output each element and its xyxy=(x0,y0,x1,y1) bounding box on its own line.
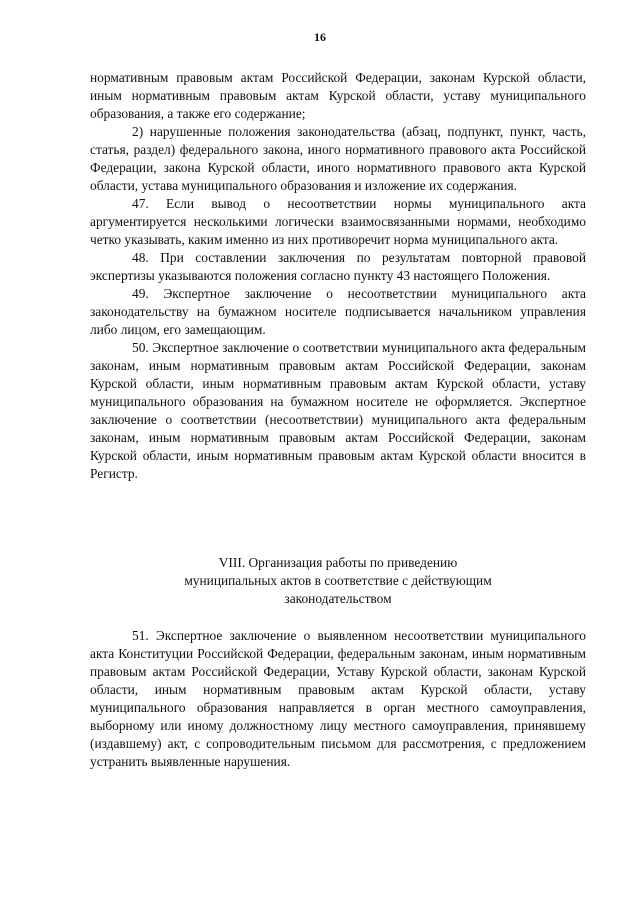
paragraph-50: 50. Экспертное заключение о соответствии муниципального акта федеральным законам, иным нормативным правовым актам Российской Федерации, законам Курской области, иным нормативным правовым актам Курской области, уставу муниципального образования на бумажном носителе не оформляется. Экспертное заключение о соответствии (несоответствии) муниципального акта федеральным законам, иным нормативным правовым актам Российской Федерации, законам Курской области, иным нормативным правовым актам Курской области вносится в Регистр. xyxy=(90,340,586,481)
section-heading xyxy=(90,554,586,608)
section-heading-line-1: VIII. Организация работы по приведению xyxy=(218,555,458,570)
section-body xyxy=(90,627,586,771)
paragraph-48: 48. При составлении заключения по результатам повторной правовой экспертизы указываются положения согласно пункту 43 настоящего Положения. xyxy=(90,250,586,283)
body-text xyxy=(90,69,586,483)
section-heading-line-3: законодательством xyxy=(284,591,392,606)
paragraph-47: 47. Если вывод о несоответствии нормы муниципального акта аргументируется несколькими логически взаимосвязанными нормами, необходимо четко указывать, каким именно из них противоречит норма муниципального акта. xyxy=(90,196,586,247)
paragraph-item-2: 2) нарушенные положения законодательства (абзац, подпункт, пункт, часть, статья, раздел) федерального закона, иного нормативного правового акта Российской Федерации, закона Курской области, иного нормативного правового акта Курской области, устава муниципального образования и изложение их содержания. xyxy=(90,124,586,193)
paragraph-49: 49. Экспертное заключение о несоответствии муниципального акта законодательству на бумажном носителе подписывается начальником управления либо лицом, его замещающим. xyxy=(90,286,586,337)
page-number: 16 xyxy=(314,30,326,44)
section-heading-line-2: муниципальных актов в соответствие с действующим xyxy=(184,573,492,588)
paragraph-continuation: нормативным правовым актам Российской Федерации, законам Курской области, иным нормативным правовым актам Курской области, уставу муниципального образования, а также его содержание; xyxy=(90,70,586,121)
paragraph-51: 51. Экспертное заключение о выявленном несоответствии муниципального акта Конституции Российской Федерации, федеральным законам, иным нормативным правовым актам Российской Федерации, Уставу Курской области, законам Курской области, иным нормативным правовым актам Курской области, уставу муниципального образования направляется в орган местного самоуправления, выборному или иному должностному лицу местного самоуправления, принявшему (издавшему) акт, с сопроводительным письмом для рассмотрения, с предложением устранить выявленные нарушения. xyxy=(90,628,586,769)
